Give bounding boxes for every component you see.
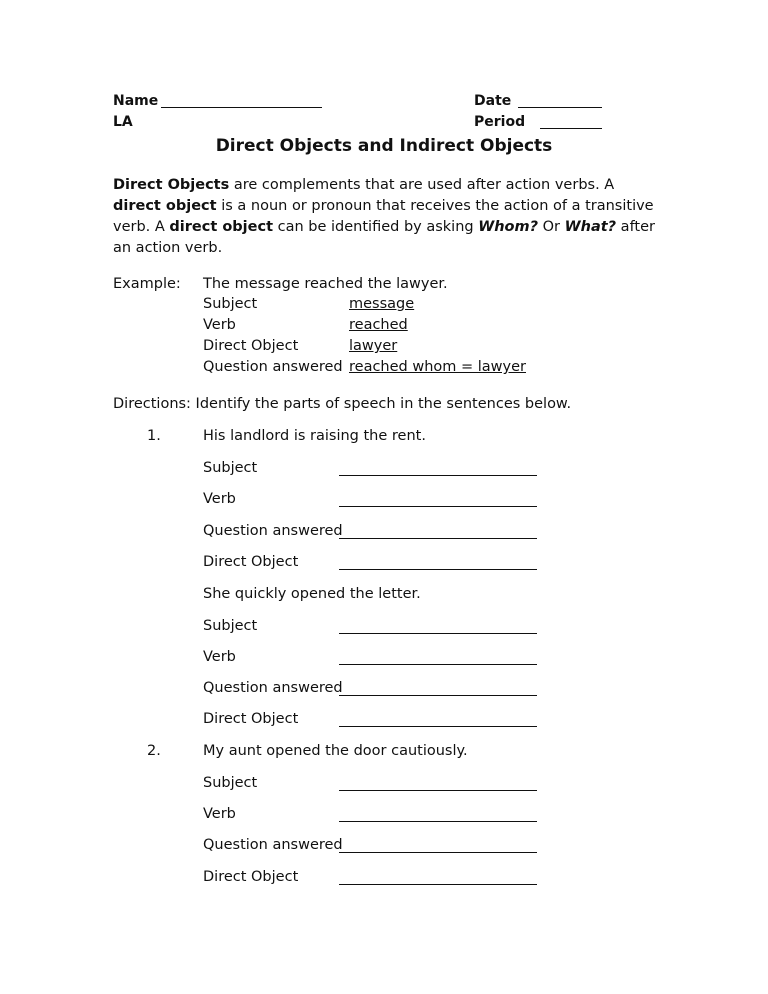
name-field[interactable] [161,107,322,108]
direct-object-answer-line[interactable] [339,726,537,727]
page-title: Direct Objects and Indirect Objects [215,136,553,156]
direct-object-label: Direct Object [203,711,299,727]
direct-object-label: Direct Object [203,554,299,570]
example-row-value: reached whom = lawyer [349,359,526,375]
verb-label: Verb [203,491,236,507]
question-answered-label: Question answered [203,523,343,539]
example-row-label: Verb [203,317,236,333]
class-label: LA [113,114,133,130]
example-sentence: The message reached the lawyer. [203,276,448,292]
question-answered-label: Question answered [203,837,343,853]
direct-object-answer-line[interactable] [339,569,537,570]
subject-label: Subject [203,775,258,791]
question-answer-line[interactable] [339,852,537,853]
subject-answer-line[interactable] [339,475,537,476]
exercise-sentence: His landlord is raising the rent. [203,428,426,444]
question-answer-line[interactable] [339,695,537,696]
example-row-value: message [349,296,415,312]
term-direct-object: direct object [113,198,217,214]
term-direct-object: direct object [169,219,274,235]
verb-answer-line[interactable] [339,506,537,507]
subject-label: Subject [203,460,258,476]
example-row-label: Subject [203,296,258,312]
intro-text: Or [538,219,565,235]
direct-object-answer-line[interactable] [339,884,537,885]
question-answer-line[interactable] [339,538,537,539]
question-answered-label: Question answered [203,680,343,696]
example-row-value: reached [349,317,408,333]
name-label: Name [113,93,159,109]
intro-text: can be identified by asking [273,219,479,235]
directions: Directions: Identify the parts of speech in the sentences below. [113,396,572,412]
intro-text: after an action verb. [113,219,655,256]
subject-answer-line[interactable] [339,790,537,791]
exercise-sentence: My aunt opened the door cautiously. [203,743,468,759]
subject-label: Subject [203,618,258,634]
example-row-label: Question answered [203,359,343,375]
term-direct-objects: Direct Objects [113,177,230,193]
period-label: Period [474,114,526,130]
verb-answer-line[interactable] [339,821,537,822]
date-field[interactable] [518,107,602,108]
verb-answer-line[interactable] [339,664,537,665]
question-whom: Whom? [478,219,539,235]
exercise-number: 2. [147,743,161,759]
exercise-number: 1. [147,428,161,444]
subject-answer-line[interactable] [339,633,537,634]
direct-object-label: Direct Object [203,869,299,885]
verb-label: Verb [203,649,236,665]
intro-text: are complements that are used after action verbs. A [229,177,615,193]
intro-text: is a noun or pronoun that receives the action of a transitive verb. A [113,198,654,235]
example-label: Example: [113,276,181,292]
example-row-label: Direct Object [203,338,299,354]
question-what: What? [564,219,617,235]
period-field[interactable] [540,128,602,129]
date-label: Date [474,93,512,109]
intro-paragraph [113,175,658,259]
exercise-sentence: She quickly opened the letter. [203,586,421,602]
verb-label: Verb [203,806,236,822]
example-row-value: lawyer [349,338,398,354]
